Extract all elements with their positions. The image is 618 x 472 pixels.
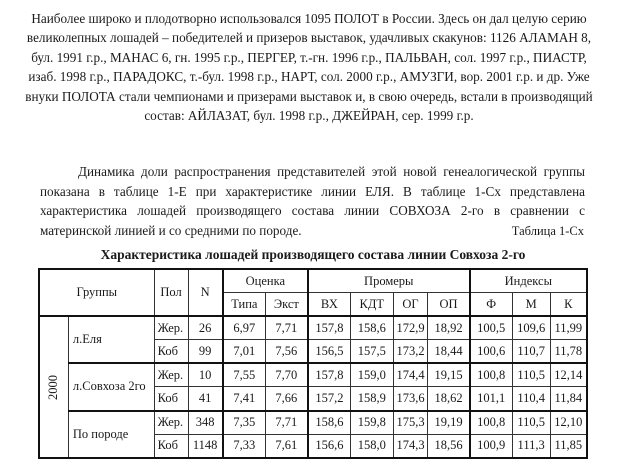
- group-name: По породе: [68, 411, 154, 458]
- cell-m: 110,4: [512, 387, 550, 411]
- cell-sex: Коб: [154, 387, 188, 411]
- cell-m: 109,6: [512, 316, 550, 340]
- cell-vh: 158,6: [308, 411, 351, 435]
- cell-kdt: 158,6: [350, 316, 393, 340]
- cell-m: 110,7: [512, 340, 550, 364]
- cell-tipa: 7,55: [223, 363, 266, 387]
- cell-op: 18,44: [428, 340, 470, 364]
- header-ekst: Экст: [265, 293, 308, 317]
- cell-vh: 157,8: [308, 316, 351, 340]
- cell-f: 100,9: [470, 434, 513, 458]
- header-op: ОП: [428, 293, 470, 317]
- header-k: К: [550, 293, 587, 317]
- cell-n: 41: [188, 387, 223, 411]
- cell-op: 18,92: [428, 316, 470, 340]
- cell-op: 19,19: [428, 411, 470, 435]
- cell-sex: Жер.: [154, 411, 188, 435]
- table-title: Характеристика лошадей производящего состава линии Совхоза 2-го: [100, 247, 526, 262]
- cell-m: 111,3: [512, 434, 550, 458]
- cell-m: 110,5: [512, 411, 550, 435]
- table-row: [39, 411, 587, 435]
- cell-og: 173,6: [393, 387, 428, 411]
- cell-n: 99: [188, 340, 223, 364]
- cell-k: 12,10: [550, 411, 587, 435]
- header-vh: ВХ: [308, 293, 351, 317]
- table-row: [39, 363, 587, 387]
- cell-vh: 157,2: [308, 387, 351, 411]
- cell-op: 19,15: [428, 363, 470, 387]
- cell-sex: Жер.: [154, 363, 188, 387]
- cell-f: 100,6: [470, 340, 513, 364]
- cell-ekst: 7,70: [265, 363, 308, 387]
- header-tipa: Типа: [223, 293, 266, 317]
- cell-tipa: 6,97: [223, 316, 266, 340]
- header-kdt: КДТ: [350, 293, 393, 317]
- cell-og: 172,9: [393, 316, 428, 340]
- header-n: N: [188, 269, 223, 316]
- cell-sex: Коб: [154, 340, 188, 364]
- cell-op: 18,56: [428, 434, 470, 458]
- year-label: 2000: [46, 374, 61, 400]
- cell-og: 174,4: [393, 363, 428, 387]
- cell-vh: 156,5: [308, 340, 351, 364]
- cell-tipa: 7,35: [223, 411, 266, 435]
- cell-ekst: 7,71: [265, 316, 308, 340]
- cell-k: 11,84: [550, 387, 587, 411]
- header-og: ОГ: [393, 293, 428, 317]
- cell-tipa: 7,41: [223, 387, 266, 411]
- cell-tipa: 7,01: [223, 340, 266, 364]
- cell-sex: Жер.: [154, 316, 188, 340]
- cell-f: 101,1: [470, 387, 513, 411]
- header-m: М: [512, 293, 550, 317]
- header-sex: Пол: [154, 269, 188, 316]
- cell-sex: Коб: [154, 434, 188, 458]
- year-cell: [39, 316, 68, 458]
- cell-f: 100,8: [470, 363, 513, 387]
- cell-op: 18,62: [428, 387, 470, 411]
- header-indexes: Индексы: [470, 269, 587, 293]
- header-f: Ф: [470, 293, 513, 317]
- table-row: [39, 316, 587, 340]
- intro-paragraph: Наиболее широко и плодотворно использовался 1095 ПОЛОТ в России. Здесь он дал целую серию великолепных лошадей – победителей и призеров выставок, удачливых скакунов: 1126 АЛАМАН 8, бул. 1991 г.р., МАНАС 6, гн. 1995 г.р., ПЕРГЕР, т.-гн. 1996 г.р., ПАЛЬВАН, сол. 1997 г.р., ПИАСТР, изаб. 1998 г.р., ПАРАДОКС, т.-бул. 1998 г.р., НАРТ, сол. 2000 г.р., АМУЗГИ, вор. 2001 г.р. и др. Уже внуки ПОЛОТА стали чемпионами и призерами выставок и, в свою очередь, встали в производящий состав: АЙЛАЗАТ, бул. 1998 г.р., ДЖЕЙРАН, сер. 1999 г.р.: [25, 11, 593, 124]
- header-groups: Группы: [39, 269, 154, 316]
- cell-kdt: 158,9: [350, 387, 393, 411]
- cell-m: 110,5: [512, 363, 550, 387]
- cell-k: 11,78: [550, 340, 587, 364]
- cell-k: 11,99: [550, 316, 587, 340]
- cell-og: 174,3: [393, 434, 428, 458]
- cell-ekst: 7,71: [265, 411, 308, 435]
- cell-tipa: 7,33: [223, 434, 266, 458]
- cell-ekst: 7,56: [265, 340, 308, 364]
- group-name: л.Еля: [68, 316, 154, 363]
- horse-characteristics-table: [38, 268, 588, 459]
- cell-n: 348: [188, 411, 223, 435]
- cell-kdt: 159,0: [350, 363, 393, 387]
- cell-vh: 156,6: [308, 434, 351, 458]
- cell-og: 175,3: [393, 411, 428, 435]
- header-score: Оценка: [223, 269, 308, 293]
- cell-n: 1148: [188, 434, 223, 458]
- header-measures: Промеры: [308, 269, 470, 293]
- cell-og: 173,2: [393, 340, 428, 364]
- cell-kdt: 158,0: [350, 434, 393, 458]
- cell-k: 12,14: [550, 363, 587, 387]
- cell-k: 11,85: [550, 434, 587, 458]
- cell-kdt: 159,8: [350, 411, 393, 435]
- cell-f: 100,5: [470, 316, 513, 340]
- cell-f: 100,8: [470, 411, 513, 435]
- cell-ekst: 7,61: [265, 434, 308, 458]
- cell-n: 10: [188, 363, 223, 387]
- cell-kdt: 157,5: [350, 340, 393, 364]
- group-name: л.Совхоза 2го: [68, 363, 154, 410]
- cell-vh: 157,8: [308, 363, 351, 387]
- cell-ekst: 7,66: [265, 387, 308, 411]
- cell-n: 26: [188, 316, 223, 340]
- table-label: Таблица 1-Сх: [511, 224, 584, 238]
- dynamics-paragraph: Динамика доли распространения представителей этой новой генеалогической группы показана в таблице 1-Е при характеристике линии ЕЛЯ. В таблице 1-Сх представлена характеристика лошадей производящего состава линии СОВХОЗА 2-го в сравнении с материнской линией и со средними по породе.: [40, 164, 585, 238]
